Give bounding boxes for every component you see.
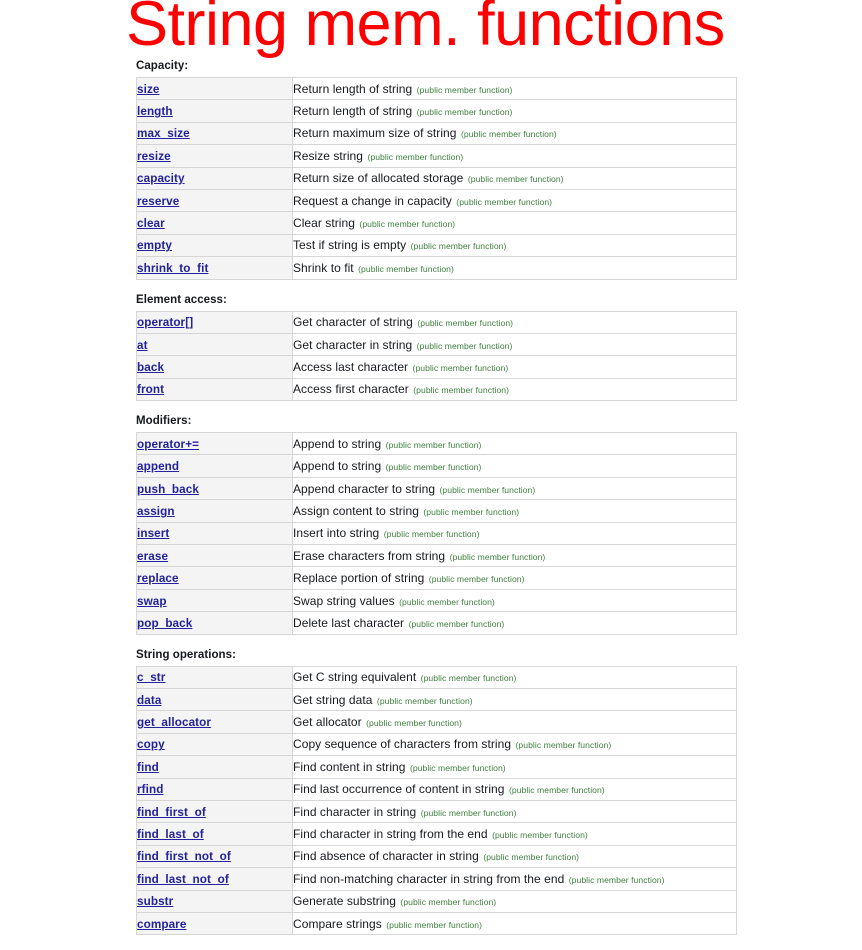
member-kind-note: (public member function) (410, 241, 507, 252)
description-text: Compare strings (293, 916, 382, 931)
function-link-copy[interactable]: copy (137, 738, 165, 752)
member-kind-note: (public member function) (417, 318, 514, 329)
member-kind-note: (public member function) (399, 596, 495, 607)
section-capacity (136, 60, 737, 280)
table-row (137, 212, 736, 234)
table-row (137, 891, 736, 913)
table-row (137, 168, 736, 190)
table-row (137, 689, 736, 711)
member-kind-note: (public member function) (456, 196, 553, 207)
function-link-at[interactable]: at (137, 338, 148, 352)
section-label (136, 60, 737, 77)
description-text: Return length of string (293, 81, 413, 96)
member-kind-note: (public member function) (409, 762, 506, 773)
description-text: Append to string (293, 459, 382, 474)
table-row (137, 78, 736, 100)
table-row (137, 823, 736, 845)
cell-description (293, 478, 736, 500)
table-row (137, 667, 736, 689)
table-row (137, 801, 736, 823)
function-link-find_last_not_of[interactable]: find_last_not_of (137, 872, 229, 886)
cell-function-name (137, 145, 293, 167)
cell-function-name (137, 379, 293, 401)
cell-description (293, 779, 736, 801)
cell-description (293, 190, 736, 212)
cell-description (293, 846, 736, 868)
cell-description (293, 545, 736, 567)
function-link-find[interactable]: find (137, 760, 159, 774)
cell-function-name (137, 212, 293, 234)
cell-description (293, 433, 736, 455)
section-label-text: String operations (136, 648, 233, 661)
function-link-operator+=[interactable]: operator+= (137, 437, 200, 451)
description-text: Request a change in capacity (293, 193, 452, 208)
function-link-length[interactable]: length (137, 105, 173, 119)
cell-function-name (137, 455, 293, 477)
table-row (137, 235, 736, 257)
cell-description (293, 590, 736, 612)
member-kind-note: (public member function) (416, 84, 513, 95)
cell-function-name (137, 190, 293, 212)
cell-description (293, 235, 736, 257)
function-link-max_size[interactable]: max_size (137, 127, 190, 141)
description-text: Generate substring (293, 894, 396, 909)
cell-description (293, 312, 736, 334)
cell-function-name (137, 891, 293, 913)
member-kind-note: (public member function) (358, 263, 454, 274)
cell-function-name (137, 779, 293, 801)
description-text: Find non-matching character in string from the end (293, 871, 565, 886)
function-link-assign[interactable]: assign (137, 504, 175, 518)
function-table (136, 432, 737, 635)
table-row (137, 779, 736, 801)
member-kind-note: (public member function) (412, 362, 509, 373)
member-kind-note: (public member function) (385, 439, 482, 450)
section-label-colon: : (187, 415, 192, 428)
cell-function-name (137, 823, 293, 845)
cell-function-name (137, 433, 293, 455)
function-link-operator[][interactable]: operator[] (137, 316, 194, 330)
cell-function-name (137, 478, 293, 500)
member-kind-note: (public member function) (416, 340, 513, 351)
description-text: Get allocator (293, 715, 362, 730)
member-kind-note: (public member function) (508, 785, 605, 796)
function-link-swap[interactable]: swap (137, 594, 167, 608)
cell-description (293, 734, 736, 756)
function-link-back[interactable]: back (137, 360, 165, 374)
table-row (137, 190, 736, 212)
description-text: Find character in string (293, 804, 417, 819)
cell-function-name (137, 756, 293, 778)
description-text: Return maximum size of string (293, 126, 457, 141)
member-kind-note: (public member function) (359, 219, 456, 230)
cell-description (293, 612, 736, 634)
member-kind-note: (public member function) (483, 852, 580, 863)
description-text: Delete last character (293, 615, 405, 630)
member-kind-note: (public member function) (568, 874, 665, 885)
table-row (137, 478, 736, 500)
section-label-text: Capacity (136, 60, 185, 72)
function-link-shrink_to_fit[interactable]: shrink_to_fit (137, 261, 209, 275)
table-row (137, 312, 736, 334)
table-row (137, 500, 736, 522)
member-kind-note: (public member function) (420, 673, 517, 684)
cell-function-name (137, 500, 293, 522)
cell-description (293, 667, 736, 689)
cell-description (293, 913, 736, 935)
function-link-pop_back[interactable]: pop_back (137, 616, 193, 630)
cell-function-name (137, 523, 293, 545)
cell-description (293, 100, 736, 122)
cell-description (293, 257, 736, 279)
cell-description (293, 455, 736, 477)
description-text: Find content in string (293, 759, 406, 774)
table-row (137, 734, 736, 756)
table-row (137, 123, 736, 145)
function-link-append[interactable]: append (137, 460, 180, 474)
cell-function-name (137, 235, 293, 257)
cell-function-name (137, 801, 293, 823)
cell-description (293, 334, 736, 356)
function-link-empty[interactable]: empty (137, 239, 172, 253)
section-label (136, 415, 737, 432)
cell-function-name (137, 257, 293, 279)
cell-description (293, 756, 736, 778)
cell-function-name (137, 168, 293, 190)
cell-description (293, 123, 736, 145)
function-link-clear[interactable]: clear (137, 217, 165, 231)
cell-description (293, 168, 736, 190)
member-kind-note: (public member function) (413, 385, 510, 396)
table-row (137, 145, 736, 167)
function-link-reserve[interactable]: reserve (137, 194, 180, 208)
member-kind-note: (public member function) (408, 618, 505, 629)
cell-function-name (137, 734, 293, 756)
function-link-size[interactable]: size (137, 82, 160, 96)
cell-function-name (137, 545, 293, 567)
description-text: Find last occurrence of content in string (293, 782, 505, 797)
member-kind-note: (public member function) (367, 151, 464, 162)
section-element-access (136, 294, 737, 402)
table-row (137, 567, 736, 589)
cell-description (293, 689, 736, 711)
member-kind-note: (public member function) (439, 484, 536, 495)
cell-function-name (137, 711, 293, 733)
table-row (137, 433, 736, 455)
table-row (137, 711, 736, 733)
cell-description (293, 868, 736, 890)
table-row (137, 455, 736, 477)
cell-description (293, 78, 736, 100)
description-text: Copy sequence of characters from string (293, 737, 512, 752)
table-row (137, 868, 736, 890)
description-text: Replace portion of string (293, 571, 425, 586)
member-kind-note: (public member function) (449, 551, 546, 562)
description-text: Find character in string from the end (293, 827, 488, 842)
description-text: Append to string (293, 436, 382, 451)
table-row (137, 257, 736, 279)
table-row (137, 356, 736, 378)
description-text: Find absence of character in string (293, 849, 479, 864)
description-text: Resize string (293, 148, 364, 163)
section-label-text: Element access (136, 293, 224, 306)
member-kind-note: (public member function) (423, 506, 520, 517)
table-row (137, 545, 736, 567)
section-label-colon: : (223, 293, 227, 306)
table-row (137, 913, 736, 935)
function-link-erase[interactable]: erase (137, 549, 169, 563)
function-link-capacity[interactable]: capacity (137, 172, 185, 186)
description-text: Get string data (293, 692, 373, 707)
member-kind-note: (public member function) (376, 695, 473, 706)
function-sections (136, 60, 737, 949)
cell-description (293, 379, 736, 401)
section-label-colon: : (184, 60, 189, 72)
member-kind-note: (public member function) (460, 129, 557, 140)
member-kind-note: (public member function) (386, 919, 483, 930)
page-title: String mem. functions (126, 0, 725, 59)
table-row (137, 590, 736, 612)
description-text: Access last character (293, 359, 409, 374)
member-kind-note: (public member function) (467, 174, 564, 185)
function-link-rfind[interactable]: rfind (137, 783, 164, 797)
function-link-resize[interactable]: resize (137, 149, 171, 163)
cell-function-name (137, 100, 293, 122)
cell-description (293, 500, 736, 522)
function-link-data[interactable]: data (137, 693, 162, 707)
description-text: Shrink to fit (293, 260, 354, 275)
cell-description (293, 567, 736, 589)
section-label (136, 294, 737, 311)
cell-description (293, 711, 736, 733)
description-text: Return length of string (293, 104, 413, 119)
cell-function-name (137, 123, 293, 145)
table-row (137, 379, 736, 401)
function-link-compare[interactable]: compare (137, 917, 187, 931)
description-text: Clear string (293, 216, 355, 231)
section-label-text: Modifiers (136, 415, 188, 428)
cell-description (293, 356, 736, 378)
cell-description (293, 823, 736, 845)
cell-function-name (137, 868, 293, 890)
member-kind-note: (public member function) (492, 830, 588, 841)
description-text: Get character in string (293, 337, 413, 352)
cell-function-name (137, 846, 293, 868)
description-text: Append character to string (293, 481, 436, 496)
section-label-colon: : (232, 648, 236, 661)
cell-description (293, 801, 736, 823)
cell-description (293, 891, 736, 913)
member-kind-note: (public member function) (420, 807, 517, 818)
member-kind-note: (public member function) (428, 574, 525, 585)
cell-function-name (137, 590, 293, 612)
table-row (137, 756, 736, 778)
cell-function-name (137, 334, 293, 356)
cell-function-name (137, 356, 293, 378)
cell-description (293, 212, 736, 234)
description-text: Get character of string (293, 315, 413, 330)
cell-function-name (137, 312, 293, 334)
table-row (137, 612, 736, 634)
function-link-substr[interactable]: substr (137, 895, 174, 909)
cell-function-name (137, 78, 293, 100)
member-kind-note: (public member function) (400, 897, 497, 908)
cell-function-name (137, 667, 293, 689)
cell-description (293, 145, 736, 167)
member-kind-note: (public member function) (515, 740, 612, 751)
function-table (136, 311, 737, 402)
function-table (136, 77, 737, 280)
function-link-find_last_of[interactable]: find_last_of (137, 828, 204, 842)
function-link-replace[interactable]: replace (137, 572, 179, 586)
description-text: Assign content to string (293, 503, 419, 518)
description-text: Return size of allocated storage (293, 171, 464, 186)
description-text: Erase characters from string (293, 548, 446, 563)
description-text: Insert into string (293, 526, 380, 541)
description-text: Access first character (293, 382, 409, 397)
member-kind-note: (public member function) (385, 462, 482, 473)
function-table (136, 666, 737, 936)
function-link-find_first_of[interactable]: find_first_of (137, 805, 206, 819)
section-modifiers (136, 415, 737, 635)
function-link-front[interactable]: front (137, 383, 165, 397)
table-row (137, 100, 736, 122)
cell-function-name (137, 612, 293, 634)
function-link-push_back[interactable]: push_back (137, 482, 199, 496)
description-text: Get C string equivalent (293, 670, 417, 685)
table-row (137, 334, 736, 356)
member-kind-note: (public member function) (383, 529, 480, 540)
section-string-operations (136, 649, 737, 936)
cell-function-name (137, 689, 293, 711)
description-text: Swap string values (293, 593, 395, 608)
function-link-get_allocator[interactable]: get_allocator (137, 716, 212, 730)
cell-description (293, 523, 736, 545)
cell-function-name (137, 567, 293, 589)
cell-function-name (137, 913, 293, 935)
section-label (136, 649, 737, 666)
function-link-find_first_not_of[interactable]: find_first_not_of (137, 850, 231, 864)
function-link-insert[interactable]: insert (137, 527, 170, 541)
member-kind-note: (public member function) (416, 107, 513, 118)
table-row (137, 846, 736, 868)
description-text: Test if string is empty (293, 238, 407, 253)
table-row (137, 523, 736, 545)
function-link-c_str[interactable]: c_str (137, 671, 166, 685)
member-kind-note: (public member function) (366, 718, 462, 729)
